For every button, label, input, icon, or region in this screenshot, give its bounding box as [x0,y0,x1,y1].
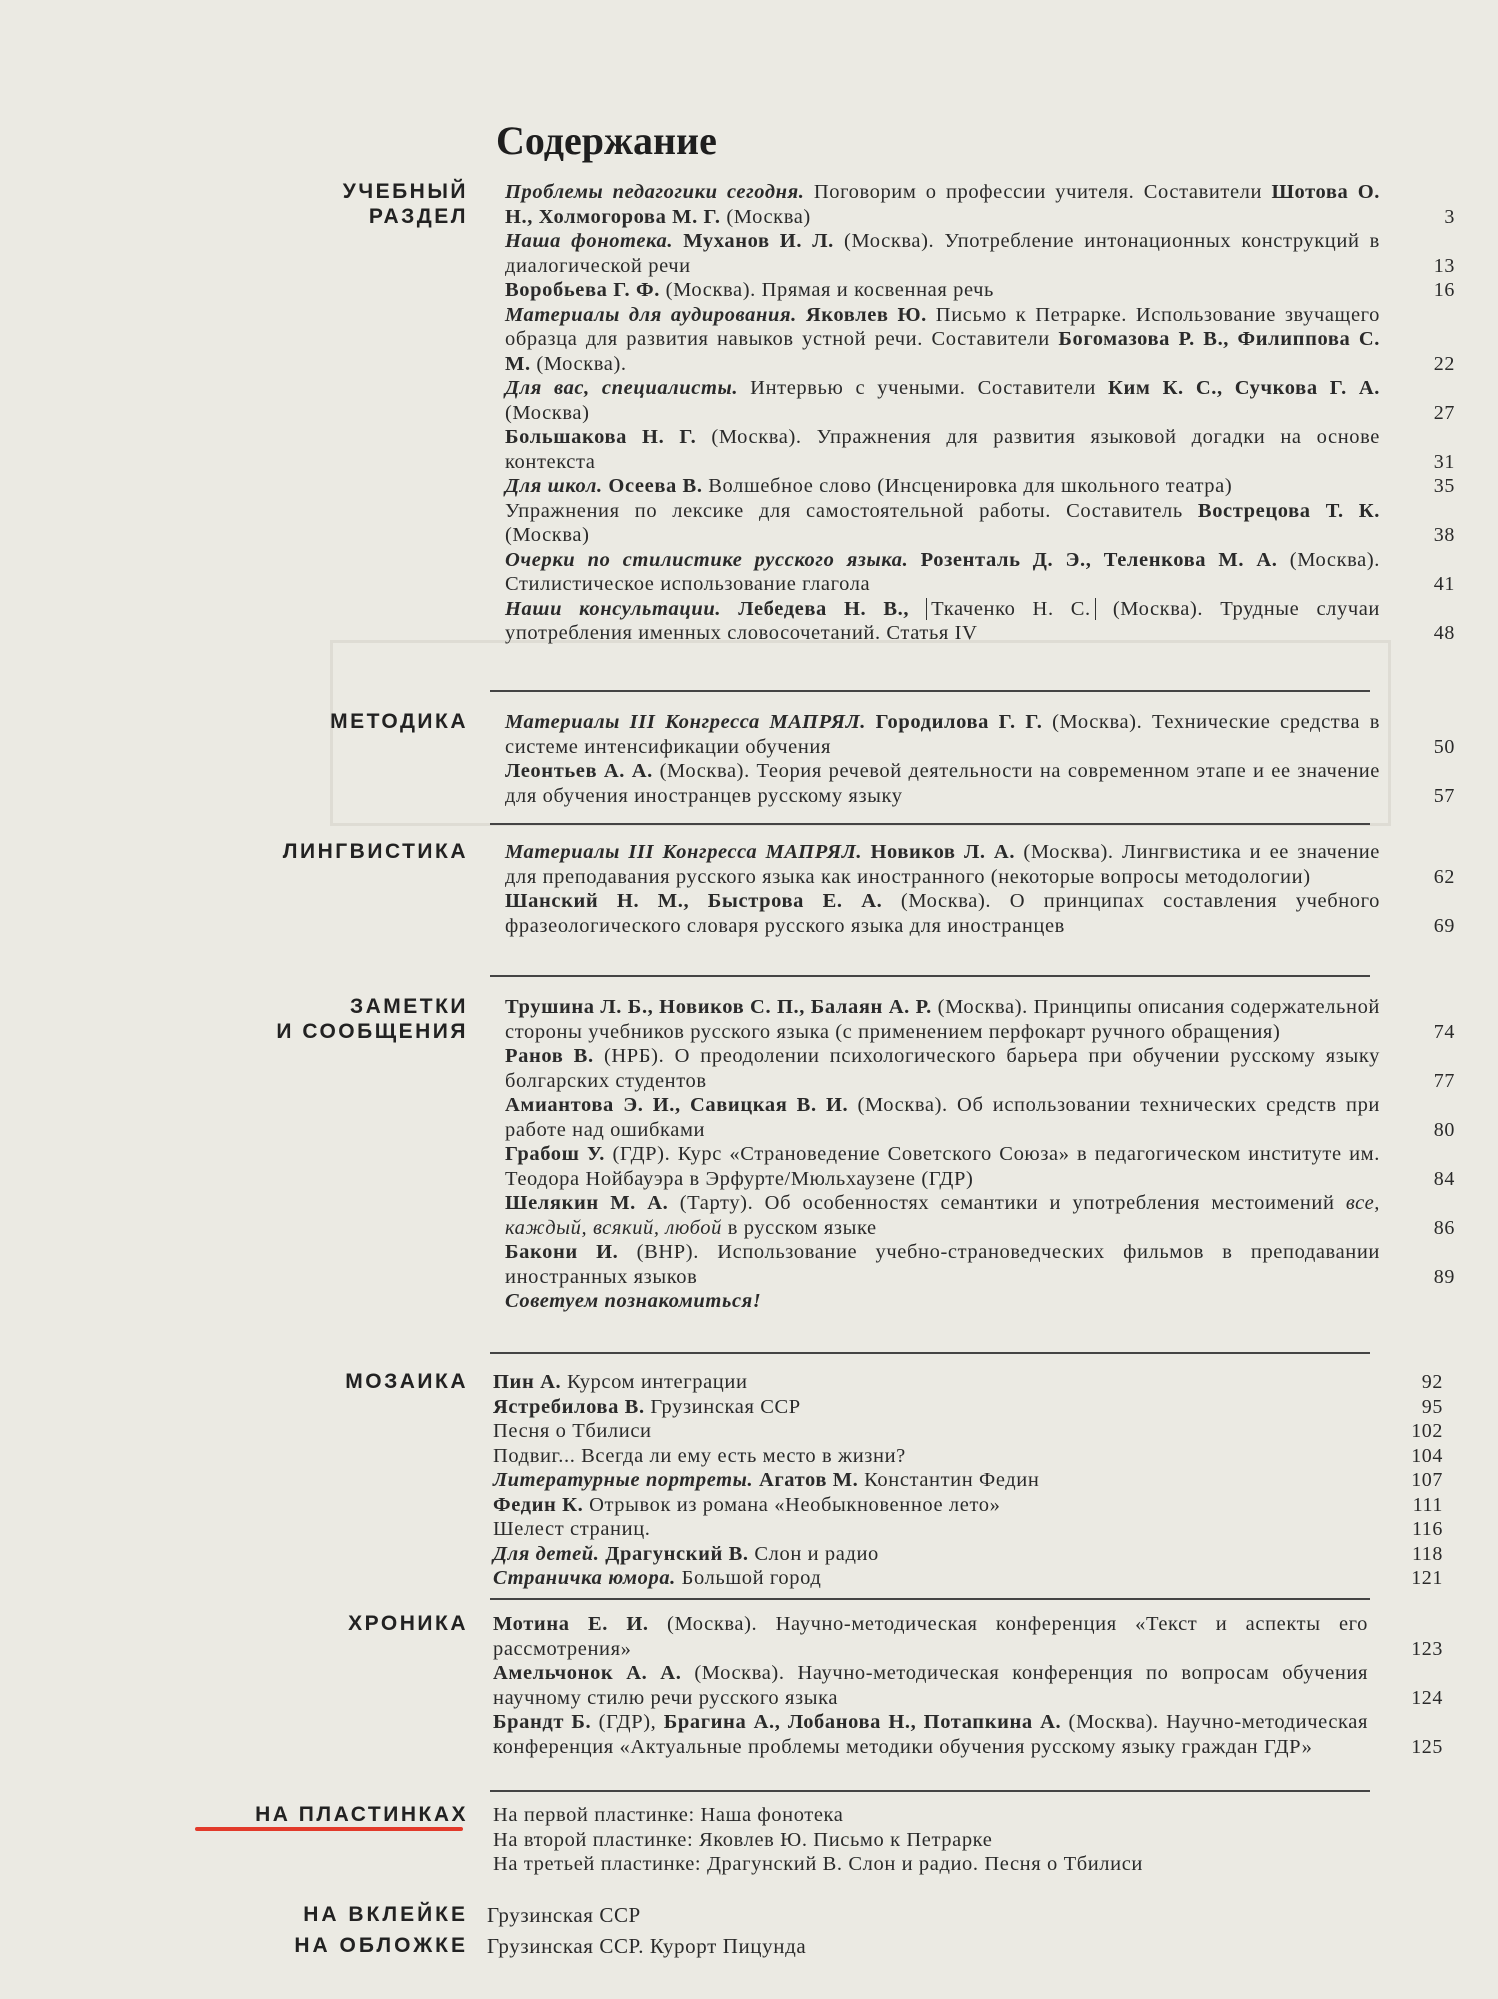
entry-text [505,1289,1380,1314]
entry-page-number: 16 [1433,279,1455,301]
entry-text-part: Упражнения по лексике для самостоятельной работы. Составитель [505,499,1198,522]
entry-text [505,499,1380,548]
toc-entry[interactable] [493,1803,1368,1828]
section-label-line: НА ПЛАСТИНКАХ [255,1803,468,1826]
entry-page-number: 77 [1433,1069,1455,1092]
page-title: Содержание [496,117,717,163]
entry-author: Шелякин М. А. [505,1192,669,1214]
entry-page-number: 48 [1433,622,1455,644]
entry-page-number: 123 [1411,1637,1443,1660]
section-entries [505,710,1455,808]
entry-page-number: 3 [1444,205,1455,228]
entry-text [505,710,1380,759]
toc-entry[interactable] [505,278,1455,303]
entry-page-number: 92 [1421,1371,1443,1393]
footer-label: НА ОБЛОЖКЕ [294,1934,468,1957]
entry-text-part [797,304,806,326]
entry-text [493,1468,1368,1493]
entry-text-part: (Москва) [720,205,811,228]
entry-text [493,1370,1368,1395]
toc-entry[interactable] [505,1142,1455,1191]
entry-author: Федин К. [493,1493,584,1516]
entry-text-part: (ВНР). Использование учебно-страноведческих фильмов в преподавании иностранных языков [505,1241,1380,1288]
toc-entry[interactable] [505,548,1455,597]
entry-rubric: Наша фонотека. [505,230,674,252]
entry-text [493,1803,1368,1828]
entry-text-part: (Тарту). Об особенностях семантики и употребления местоимений [668,1192,1346,1214]
entry-page-number: 102 [1411,1420,1443,1442]
entry-author: Муханов И. Л. [683,230,834,252]
entry-page-number: 69 [1433,914,1455,937]
entry-text-part: Грузинская ССР [644,1395,801,1418]
entry-page-number: 80 [1433,1118,1455,1141]
entry-page-number: 38 [1433,524,1455,546]
toc-entry[interactable] [505,759,1455,808]
entry-text-part: (Москва) [505,401,590,424]
entry-page-number: 86 [1433,1216,1455,1239]
entry-text [505,1191,1380,1240]
entry-author: Бакони И. [505,1241,619,1263]
toc-entry[interactable] [493,1542,1443,1567]
section-entries [505,840,1455,938]
entry-text [505,229,1380,278]
entry-text-part: (Москва). [530,352,627,375]
entry-author: Агатов М. [758,1469,859,1491]
toc-entry[interactable] [505,1093,1455,1142]
entry-author: Амиантова Э. И., Савицкая В. И. [505,1094,849,1116]
entry-rubric: Для школ. [505,475,603,497]
section-entries [493,1803,1368,1877]
toc-entry[interactable] [505,229,1455,278]
section-label [343,180,468,229]
entry-rubric: Материалы для аудирования. [505,303,797,326]
entry-page-number: 107 [1411,1469,1443,1491]
entry-author: Мотина Е. И. [493,1613,649,1635]
entry-text-part: (НРБ). О преодолении психологического барьера при обучении русскому языку болгарских студентов [505,1045,1380,1092]
entry-rubric: Очерки по стилистике русского языка. [505,548,909,571]
entry-text-part: (Москва). Стилистическое использование глагола [505,548,1380,595]
entry-author: Ястребилова В. [493,1395,645,1418]
entry-text [493,1395,1368,1420]
toc-entry[interactable] [505,499,1455,548]
entry-page-number: 31 [1433,450,1455,473]
entry-text-part [721,598,738,620]
entry-author: Большакова Н. Г. [505,426,697,448]
toc-entry[interactable] [505,425,1455,474]
entry-text-part: Слон и радио [748,1542,879,1565]
entry-page-number: 27 [1433,401,1455,424]
section-label [255,1803,468,1828]
entry-author: Богомазова Р. В., Филиппова С. М. [505,328,1380,375]
entry-page-number: 111 [1412,1493,1443,1516]
toc-entry[interactable] [505,889,1455,938]
entry-text [505,597,1380,646]
toc-entry[interactable] [505,597,1455,646]
entry-text-part: Интервью с учеными. Составители [738,377,1109,399]
entry-page-number: 41 [1433,573,1455,595]
entry-text-part: На второй пластинке: Яковлев Ю. Письмо к Петрарке [493,1828,993,1851]
entry-author: Городилова Г. Г. [875,711,1043,733]
section-label [283,840,468,865]
entry-page-number: 22 [1433,352,1455,375]
toc-entry[interactable] [493,1828,1368,1853]
entry-author: Вострецова Т. К. [1197,499,1380,522]
section-divider [490,690,1370,692]
section-divider [490,1352,1370,1354]
entry-author: Брандт Б. [493,1711,592,1733]
entry-author: Драгунский В. [605,1542,749,1565]
entry-text-part: (Москва). Употребление интонационных конструкций в диалогической речи [505,230,1380,277]
entry-page-number: 74 [1433,1020,1455,1043]
entry-text-part: (Москва). Научно-методическая конференция по вопросам обучения научному стилю речи русского языка [493,1662,1368,1709]
section-label-line: ЛИНГВИСТИКА [282,840,468,863]
entry-author: Грабош У. [505,1143,606,1165]
entry-author: Воробьева Г. Ф. [505,279,660,301]
entry-text-part: (Москва). Трудные случаи употребления именных словосочетаний. Статья IV [505,597,1381,644]
section-entries [505,995,1455,1314]
section-entries [493,1370,1443,1591]
entry-text [505,425,1380,474]
toc-entry[interactable] [493,1395,1443,1420]
footer-text: Грузинская ССР. Курорт Пицунда [487,1934,807,1958]
toc-entry[interactable] [493,1370,1443,1395]
entry-text-part: (Москва). О принципах составления учебного фразеологического словаря русского языка для иностранцев [505,890,1380,937]
entry-text-part: (Москва). Теория речевой деятельности на современном этапе и ее значение для обучения иностранцев русскому языку [505,760,1381,807]
entry-text-part: (Москва). Прямая и косвенная речь [659,279,995,301]
section-label [345,1370,468,1395]
entry-page-number: 35 [1433,475,1455,497]
toc-entry[interactable] [493,1444,1443,1469]
entry-text [493,1419,1368,1444]
toc-entry[interactable] [505,180,1455,229]
entry-author: Розенталь Д. Э., Теленкова М. А. [920,548,1278,571]
entry-rubric: Проблемы педагогики сегодня. [505,181,805,203]
section-label-line: И СООБЩЕНИЯ [276,1019,468,1043]
toc-entry[interactable] [493,1566,1443,1591]
entry-author: Шанский Н. М., Быстрова Е. А. [505,890,883,912]
entry-author: Новиков Л. А. [870,841,1016,863]
toc-entry[interactable] [493,1661,1443,1710]
toc-entry[interactable] [505,303,1455,377]
entry-text [505,1093,1380,1142]
entry-text [505,889,1380,938]
entry-text-part: (ГДР), [591,1711,664,1733]
entry-author: Пин А. [493,1371,562,1393]
section-divider [490,1790,1370,1792]
entry-text [505,1240,1380,1289]
entry-text-part: Подвиг... Всегда ли ему есть место в жизни? [493,1444,906,1467]
entry-text [505,840,1380,889]
footer-text: Грузинская ССР [487,1903,641,1927]
entry-text-part: Большой город [675,1567,822,1589]
entry-rubric: Наши консультации. [505,597,722,620]
entry-text [493,1612,1368,1661]
entry-text-part: Волшебное слово (Инсценировка для школьного театра) [702,475,1233,497]
section-label-line: РАЗДЕЛ [368,204,468,228]
entry-text [493,1517,1368,1542]
section-label-line: МОЗАИКА [345,1370,468,1393]
entry-text-part: (ГДР). Курс «Страноведение Советского Союза» в педагогическом институте им. Теодора Нойбауэра в Эрфурте/Мюльхаузене (ГДР) [505,1143,1380,1190]
entry-text [493,1852,1368,1877]
footer-label: НА ВКЛЕЙКЕ [303,1903,468,1926]
entry-author: Ким К. С., Сучкова Г. А. [1108,377,1381,399]
toc-entry[interactable] [505,1240,1455,1289]
entry-text [505,548,1380,597]
entry-text-part: (Москва) [505,524,590,546]
entry-text-part: Курсом интеграции [561,1371,748,1393]
entry-text-part: (Москва). Научно-методическая конференция «Текст и аспекты его рассмотрения» [493,1613,1368,1660]
entry-rubric: Материалы III Конгресса МАПРЯЛ. [505,841,863,863]
toc-entry[interactable] [493,1517,1443,1542]
section-label-line: МЕТОДИКА [330,710,468,733]
entry-text-part: На первой пластинке: Наша фонотека [493,1804,844,1826]
entry-text [505,1044,1380,1093]
entry-text [493,1493,1368,1518]
entry-text [505,376,1380,425]
toc-entry[interactable] [505,376,1455,425]
entry-page-number: 50 [1433,735,1455,758]
section-label-line: ЗАМЕТКИ [349,995,468,1018]
entry-text-part: Поговорим о профессии учителя. Составители [804,181,1272,203]
entry-rubric: Для вас, специалисты. [505,377,739,399]
entry-page-number: 95 [1421,1395,1443,1418]
toc-entry[interactable] [505,1191,1455,1240]
entry-page-number: 124 [1411,1686,1443,1709]
entry-rubric: Литературные портреты. [493,1469,754,1491]
section-label [348,1612,468,1637]
entry-text [505,1142,1380,1191]
entry-text-part: Ткаченко Н. С. [926,598,1096,620]
toc-entry[interactable] [493,1419,1443,1444]
entry-rubric: Материалы III Конгресса МАПРЯЛ. [505,711,866,733]
entry-text [505,303,1380,377]
entry-text-part: Песня о Тбилиси [493,1420,652,1442]
entry-author: Амельчонок А. А. [493,1662,682,1684]
entry-page-number: 89 [1433,1265,1455,1288]
entry-text [493,1828,1368,1853]
entry-page-number: 116 [1411,1518,1443,1540]
entry-text [493,1566,1368,1591]
entry-text-part: (Москва). Упражнения для развития языковой догадки на основе контекста [505,426,1380,473]
entry-author: Шотова О. Н., Холмогорова М. Г. [505,181,1380,228]
toc-entry[interactable] [493,1612,1443,1661]
section-label [330,710,468,735]
red-pencil-underline [195,1827,463,1831]
entry-text-part: Константин Федин [858,1469,1040,1491]
toc-entry[interactable] [493,1852,1368,1877]
entry-text-part: (Москва). Принципы описания содержательной стороны учебников русского языка (с применением перфокарт ручного обращения) [505,996,1380,1043]
entry-text-part [908,549,920,571]
section-entries [493,1612,1443,1759]
toc-entry[interactable] [505,1044,1455,1093]
entry-page-number: 121 [1411,1567,1443,1589]
entry-text-part: все, каждый, всякий, любой [505,1192,1381,1239]
entry-rubric: Для детей. [493,1542,600,1565]
entry-text-part: в русском языке [722,1216,877,1239]
entry-rubric: Страничка юмора. [493,1567,676,1589]
section-divider [490,1598,1370,1600]
entry-text-part: (Москва). Технические средства в системе интенсификации обучения [505,711,1380,758]
toc-entry[interactable] [493,1710,1443,1759]
entry-author: Осеева В. [608,475,703,497]
entry-text [493,1710,1368,1759]
toc-entry[interactable] [505,995,1455,1044]
entry-text-part: (Москва). Об использовании технических средств при работе над ошибками [505,1094,1380,1141]
entry-author: Лебедева Н. В., [738,597,927,620]
entry-page-number: 57 [1433,784,1455,807]
toc-entry[interactable] [493,1493,1443,1518]
entry-author: Яковлев Ю. [805,303,927,326]
entry-text-part: (Москва). Научно-методическая конференция «Актуальные проблемы методики обучения русскому языку граждан ГДР» [493,1711,1368,1758]
entry-page-number: 118 [1411,1542,1443,1565]
entry-rubric: Советуем познакомиться! [505,1290,762,1312]
toc-entry[interactable] [505,474,1455,499]
entry-text-part: Отрывок из романа «Необыкновенное лето» [583,1493,1001,1516]
entry-text [493,1444,1368,1469]
entry-page-number: 62 [1433,865,1455,888]
entry-author: Брагина А., Лобанова Н., Потапкина А. [663,1711,1062,1733]
section-label [276,995,468,1044]
section-divider [490,975,1370,977]
entry-text [493,1661,1368,1710]
entry-text-part: Шелест страниц. [493,1518,651,1540]
entry-author: Леонтьев А. А. [505,760,653,782]
entry-text-part [866,711,876,733]
section-label-line: ХРОНИКА [348,1612,468,1635]
entry-text [505,759,1380,808]
entry-text-part: Письмо к Петрарке. Использование звучащего образца для развития навыков устной речи. Составители [505,303,1380,350]
section-label-line: УЧЕБНЫЙ [342,180,468,203]
entry-page-number: 13 [1433,254,1455,277]
entry-text-part [673,230,683,252]
entry-page-number: 84 [1433,1167,1455,1190]
section-divider [490,823,1370,825]
toc-entry[interactable] [493,1468,1443,1493]
entry-text-part: На третьей пластинке: Драгунский В. Слон и радио. Песня о Тбилиси [493,1853,1143,1875]
entry-text [505,180,1380,229]
toc-entry[interactable] [505,710,1455,759]
entry-author: Ранов В. [505,1045,594,1067]
entry-author: Трушина Л. Б., Новиков С. П., Балаян А. Р. [505,996,932,1018]
section-entries [505,180,1455,646]
toc-entry[interactable] [505,1289,1380,1314]
entry-page-number: 125 [1411,1735,1443,1758]
entry-text [493,1542,1368,1567]
toc-entry[interactable] [505,840,1455,889]
entry-text-part: (Москва). Лингвистика и ее значение для преподавания русского языка как иностранного (некоторые вопросы методологии) [505,841,1380,888]
entry-text [505,995,1380,1044]
entry-page-number: 104 [1411,1444,1443,1467]
entry-text [505,278,1380,303]
entry-text [505,474,1380,499]
